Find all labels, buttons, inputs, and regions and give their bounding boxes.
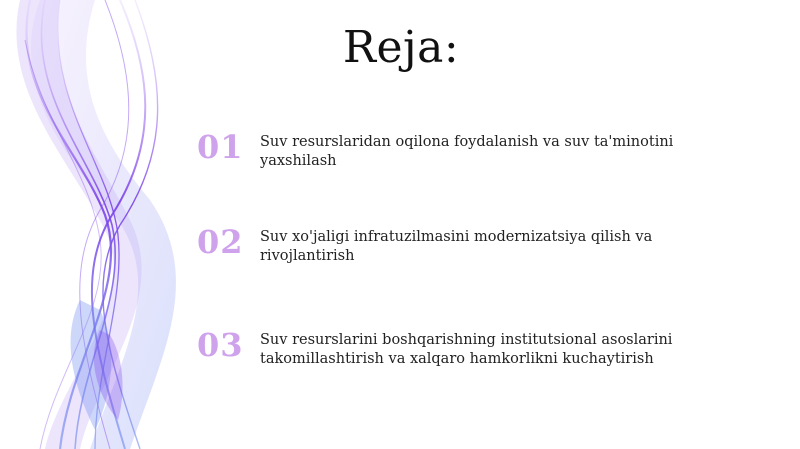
- agenda-number-2: 02: [197, 223, 244, 261]
- agenda-item-2: [197, 223, 717, 286]
- agenda-text-3: Suv resurslarini boshqarishning institutsional asoslarini takomillashtirish va xalqaro hamkorlikni kuchaytirish: [260, 332, 673, 367]
- agenda-item-3: [197, 326, 717, 389]
- slide-title: Reja:: [342, 22, 460, 73]
- agenda-item-1: [197, 128, 717, 191]
- agenda-text-2: Suv xo'jaligi infratuzilmasini modernizatsiya qilish va rivojlantirish: [260, 229, 653, 264]
- agenda-number-1: 01: [197, 128, 244, 166]
- agenda-number-3: 03: [197, 326, 244, 364]
- agenda-text-1: Suv resurslaridan oqilona foydalanish va suv ta'minotini yaxshilash: [260, 134, 674, 169]
